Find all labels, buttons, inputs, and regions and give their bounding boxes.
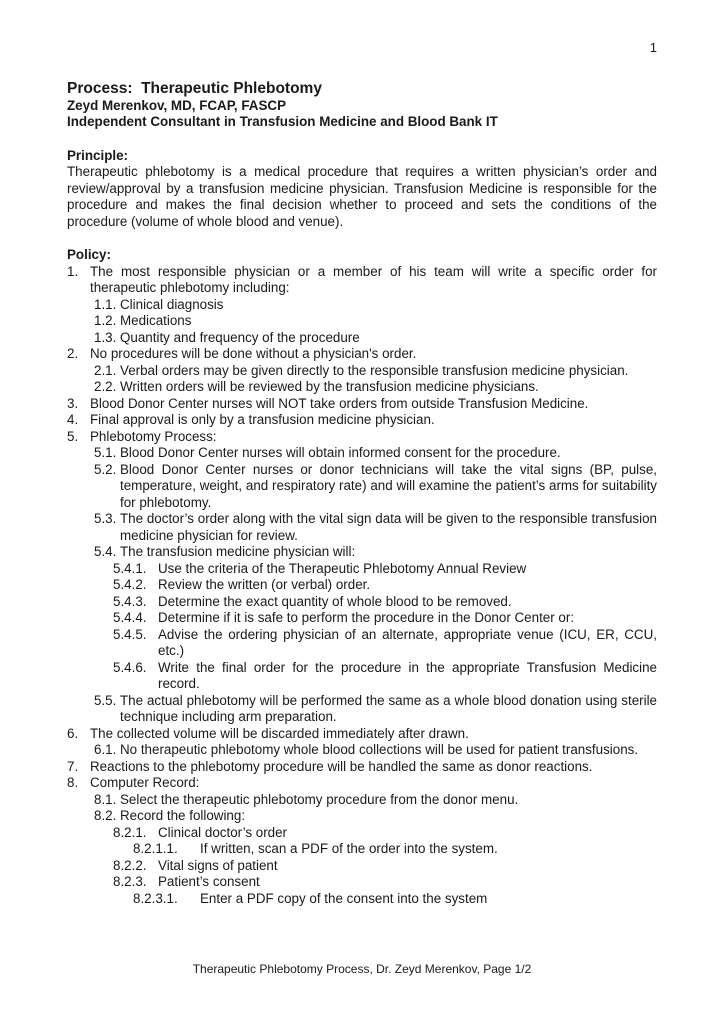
policy-item-text: Final approval is only by a transfusion medicine physician.	[90, 412, 435, 427]
policy-item-number: 5.3.	[94, 511, 117, 526]
policy-item-text: Write the final order for the procedure in the appropriate Transfusion Medicine record.	[158, 659, 657, 691]
policy-item-text: If written, scan a PDF of the order into the system.	[200, 841, 498, 856]
policy-item-number: 2.1.	[94, 362, 117, 378]
principle-paragraph: Therapeutic phlebotomy is a medical procedure that requires a written physician’s order and review/approval by a transfusion medicine physician. Transfusion Medicine is responsible for the procedure and makes the final decision whether to proceed and sets the conditions of the procedure (volume of whole blood and venue).	[67, 164, 657, 229]
policy-item	[113, 874, 657, 891]
policy-item-number: 5.2.	[94, 461, 117, 477]
policy-item	[94, 693, 657, 726]
policy-item	[94, 363, 657, 380]
policy-item-text: Written orders will be reviewed by the transfusion medicine physicians.	[120, 379, 539, 394]
policy-item-number: 1.1.	[94, 296, 117, 312]
policy-item-number: 6.1.	[94, 742, 117, 757]
policy-item-number: 7.	[67, 758, 79, 774]
policy-item-number: 5.4.5.	[113, 626, 147, 642]
policy-item	[133, 891, 657, 908]
policy-item	[67, 346, 657, 363]
policy-item-text: The collected volume will be discarded immediately after drawn.	[90, 725, 469, 741]
policy-item-number: 5.4.	[94, 544, 117, 559]
policy-item-text: Patient’s consent	[158, 874, 260, 889]
page-number: 1	[649, 40, 657, 55]
policy-item	[113, 610, 657, 627]
policy-item-text: Verbal orders may be given directly to the responsible transfusion medicine physician.	[120, 362, 629, 378]
policy-item	[94, 330, 657, 347]
affiliation-line: Independent Consultant in Transfusion Medicine and Blood Bank IT	[67, 114, 498, 129]
policy-item	[113, 660, 657, 693]
principle-heading: Principle:	[67, 147, 129, 163]
policy-item-number: 8.	[67, 775, 79, 790]
policy-item	[113, 858, 657, 875]
policy-item-text: Select the therapeutic phlebotomy procedure from the donor menu.	[120, 791, 519, 807]
policy-item	[94, 792, 657, 809]
policy-item	[94, 297, 657, 314]
policy-item	[94, 313, 657, 330]
policy-item	[67, 775, 657, 792]
policy-item	[113, 594, 657, 611]
policy-item-text: Medications	[120, 313, 192, 328]
policy-item-number: 2.2.	[94, 379, 117, 394]
policy-item-text: Determine if it is safe to perform the procedure in the Donor Center or:	[158, 610, 575, 625]
policy-heading: Policy:	[67, 247, 111, 262]
policy-item-text: Vital signs of patient	[158, 857, 278, 873]
policy-item-text: Advise the ordering physician of an alternate, appropriate venue (ICU, ER, CCU, etc.)	[158, 626, 657, 658]
policy-item-number: 5.4.4.	[113, 610, 147, 625]
policy-item	[67, 264, 657, 297]
policy-item-text: Determine the exact quantity of whole blood to be removed.	[158, 593, 512, 609]
policy-item-number: 8.2.1.1.	[133, 841, 178, 856]
policy-item-number: 1.3.	[94, 329, 117, 345]
policy-item	[94, 462, 657, 512]
policy-item-text: Reactions to the phlebotomy procedure will be handled the same as donor reactions.	[90, 758, 593, 774]
policy-item	[67, 726, 657, 743]
policy-item-number: 8.2.2.	[113, 857, 147, 873]
policy-item	[67, 429, 657, 446]
policy-item-number: 4.	[67, 412, 79, 427]
policy-item-text: The actual phlebotomy will be performed the same as a whole blood donation using sterile technique including arm preparation.	[120, 692, 657, 724]
policy-item-text: Blood Donor Center nurses or donor technicians will take the vital signs (BP, pulse, temperature, weight, and respiratory rate) and will examine the patient’s arms for suitability for phlebotomy.	[120, 461, 657, 510]
policy-item-text: Review the written (or verbal) order.	[158, 577, 371, 592]
policy-item	[113, 825, 657, 842]
policy-item	[133, 841, 657, 858]
policy-item	[113, 627, 657, 660]
policy-item-text: The doctor’s order along with the vital sign data will be given to the responsible transfusion medicine physician for review.	[120, 511, 657, 543]
policy-item-text: Blood Donor Center nurses will obtain informed consent for the procedure.	[120, 445, 561, 460]
policy-item	[94, 544, 657, 561]
policy-item	[94, 511, 657, 544]
policy-item-text: Blood Donor Center nurses will NOT take orders from outside Transfusion Medicine.	[90, 395, 589, 411]
policy-item-number: 5.4.6.	[113, 659, 147, 675]
policy-item	[67, 759, 657, 776]
policy-item-number: 5.4.3.	[113, 593, 147, 609]
policy-item-text: Clinical doctor’s order	[158, 824, 288, 840]
policy-item-number: 5.	[67, 428, 79, 444]
policy-item-number: 1.2.	[94, 313, 117, 328]
policy-item-number: 3.	[67, 395, 79, 411]
policy-item	[67, 396, 657, 413]
policy-item-number: 5.5.	[94, 692, 117, 708]
policy-item	[67, 412, 657, 429]
principle-section	[67, 148, 657, 231]
policy-item-text: Enter a PDF copy of the consent into the system	[200, 890, 488, 906]
policy-item-number: 8.2.	[94, 808, 117, 823]
policy-item	[94, 742, 657, 759]
policy-item	[113, 577, 657, 594]
policy-item-text: The most responsible physician or a member of his team will write a specific order for therapeutic phlebotomy including:	[90, 263, 657, 295]
policy-item	[94, 808, 657, 825]
policy-item-text: No therapeutic phlebotomy whole blood collections will be used for patient transfusions.	[120, 742, 639, 757]
document-title: Process: Therapeutic Phlebotomy	[67, 79, 322, 97]
policy-item-text: Clinical diagnosis	[120, 296, 224, 312]
policy-item-text: Record the following:	[120, 808, 246, 823]
policy-section	[67, 247, 657, 907]
policy-list	[67, 264, 657, 908]
page-footer: Therapeutic Phlebotomy Process, Dr. Zeyd Merenkov, Page 1/2	[192, 962, 532, 976]
policy-item-text: Phlebotomy Process:	[90, 428, 217, 444]
document-header	[67, 80, 657, 131]
policy-item-number: 8.1.	[94, 791, 117, 807]
policy-item	[113, 561, 657, 578]
policy-item-number: 6.	[67, 725, 79, 741]
policy-item	[94, 445, 657, 462]
policy-item-number: 2.	[67, 346, 79, 361]
policy-item-number: 5.4.1.	[113, 560, 147, 576]
policy-item-text: No procedures will be done without a physician's order.	[90, 346, 417, 361]
author-line: Zeyd Merenkov, MD, FCAP, FASCP	[67, 97, 287, 113]
policy-item-number: 8.2.3.1.	[133, 890, 178, 906]
policy-item-number: 8.2.1.	[113, 824, 147, 840]
policy-item	[94, 379, 657, 396]
policy-item-number: 5.4.2.	[113, 577, 147, 592]
policy-item-number: 8.2.3.	[113, 874, 147, 889]
policy-item-text: Quantity and frequency of the procedure	[120, 329, 360, 345]
policy-item-text: The transfusion medicine physician will:	[120, 544, 356, 559]
policy-item-number: 5.1.	[94, 445, 117, 460]
policy-item-text: Computer Record:	[90, 775, 200, 790]
policy-item-number: 1.	[67, 263, 79, 279]
policy-item-text: Use the criteria of the Therapeutic Phlebotomy Annual Review	[158, 560, 527, 576]
